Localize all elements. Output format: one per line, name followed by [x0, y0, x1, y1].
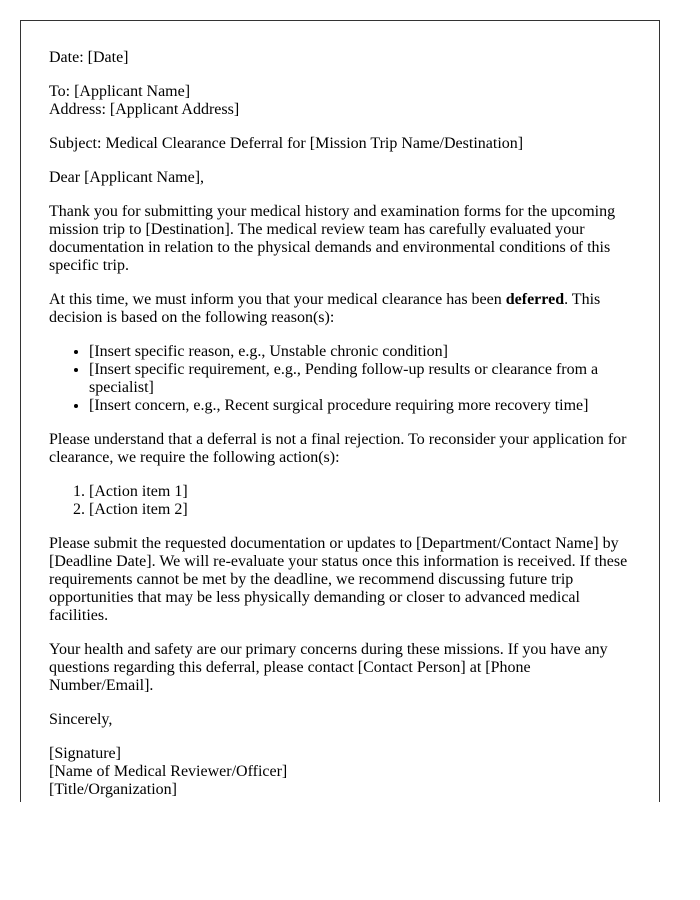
letter-page [20, 20, 660, 802]
reason-item: • [Insert specific reason, e.g., Unstable chronic condition] [89, 343, 633, 361]
intro-paragraph: Thank you for submitting your medical history and examination forms for the upcoming mission trip to [Destination]. The medical review team has carefully evaluated your documentation in relation to the physical demands and environmental conditions of this specific trip. [49, 203, 616, 274]
signature-block [49, 745, 633, 799]
signature-line: [Signature] [49, 745, 121, 762]
salutation: Dear [Applicant Name], [49, 169, 205, 186]
deferred-emphasis: deferred [505, 291, 565, 308]
subject-line: Subject: Medical Clearance Deferral for [Mission Trip Name/Destination] [49, 135, 524, 152]
reason-item: • [Insert concern, e.g., Recent surgical procedure requiring more recovery time] [89, 397, 633, 415]
recipient-block [49, 83, 633, 119]
decision-text-start: At this time, we must inform you that your medical clearance has been [49, 291, 506, 308]
decision-text-end: . This decision is based on the following reason(s): [49, 291, 601, 326]
address-line: Address: [Applicant Address] [49, 101, 240, 118]
reason-item: • [Insert specific requirement, e.g., Pending follow-up results or clearance from a specialist] [89, 361, 633, 397]
letter-body [49, 49, 633, 802]
action-item: 1. [Action item 1] [89, 483, 633, 501]
reasons-list [49, 343, 633, 415]
submission-paragraph: Please submit the requested documentation or updates to [Department/Contact Name] by [Deadline Date]. We will re-evaluate your status once this information is received. If these requirements cannot be met by the deadline, we recommend discussing future trip opportunities that may be less physically demanding or closer to advanced medical facilities. [49, 535, 628, 624]
sign-off: Sincerely, [49, 711, 113, 728]
to-line: To: [Applicant Name] [49, 83, 191, 100]
title-organization-line: [Title/Organization] [49, 781, 177, 798]
reviewer-name-line: [Name of Medical Reviewer/Officer] [49, 763, 288, 780]
actions-list [49, 483, 633, 519]
reconsider-paragraph: Please understand that a deferral is not a final rejection. To reconsider your application for clearance, we require the following action(s): [49, 431, 627, 466]
closing-paragraph: Your health and safety are our primary concerns during these missions. If you have any questions regarding this deferral, please contact [Contact Person] at [Phone Number/Email]. [49, 641, 608, 694]
action-item: 2. [Action item 2] [89, 501, 633, 519]
decision-paragraph [49, 291, 633, 327]
date-line: Date: [Date] [49, 49, 129, 66]
